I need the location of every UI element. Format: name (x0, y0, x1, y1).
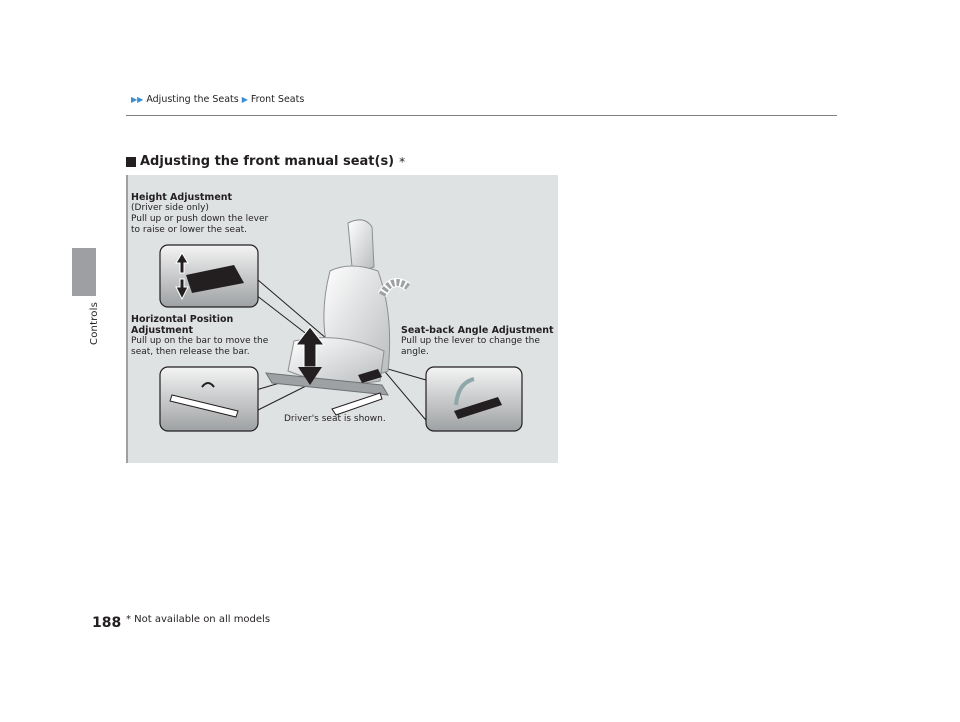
horizontal-position-callout (131, 314, 268, 358)
breadcrumb-item-front-seats[interactable]: Front Seats (250, 94, 305, 105)
horizontal-position-title-1: Horizontal Position (131, 314, 234, 325)
horizontal-position-title-2: Adjustment (131, 325, 194, 336)
seatback-angle-line2: angle. (401, 347, 429, 357)
double-arrow-icon: ▶▶ (131, 95, 144, 104)
figure-caption: Driver's seat is shown. (284, 414, 386, 424)
horizontal-position-line2: seat, then release the bar. (131, 347, 250, 357)
inset-height-lever (160, 245, 258, 307)
height-adjustment-note: (Driver side only) (131, 203, 209, 213)
footnote-marker: * (399, 154, 406, 169)
seatback-angle-line1: Pull up the lever to change the (401, 336, 540, 346)
height-adjustment-title: Height Adjustment (131, 192, 233, 203)
seatback-angle-callout (401, 325, 554, 358)
arrow-icon: ▶ (241, 95, 248, 104)
section-label: Controls (89, 302, 100, 345)
section-heading-text: Adjusting the front manual seat(s) (140, 154, 395, 169)
footnote: * Not available on all models (126, 614, 271, 625)
page-number: 188 (92, 615, 122, 631)
section-tab (72, 248, 96, 296)
inset-seatback-lever (426, 367, 522, 431)
header-divider (126, 115, 837, 116)
height-adjustment-line2: to raise or lower the seat. (131, 225, 247, 235)
height-adjustment-line1: Pull up or push down the lever (131, 214, 269, 224)
section-heading (126, 154, 405, 169)
horizontal-position-line1: Pull up on the bar to move the (131, 336, 269, 346)
breadcrumb-item-seats[interactable]: Adjusting the Seats (146, 94, 239, 105)
seat-drawing (266, 220, 408, 415)
height-adjustment-callout (131, 192, 268, 236)
bullet-square-icon (126, 157, 136, 167)
inset-horizontal-bar (160, 367, 258, 431)
seatback-angle-title: Seat-back Angle Adjustment (401, 325, 554, 336)
breadcrumb (131, 94, 304, 105)
